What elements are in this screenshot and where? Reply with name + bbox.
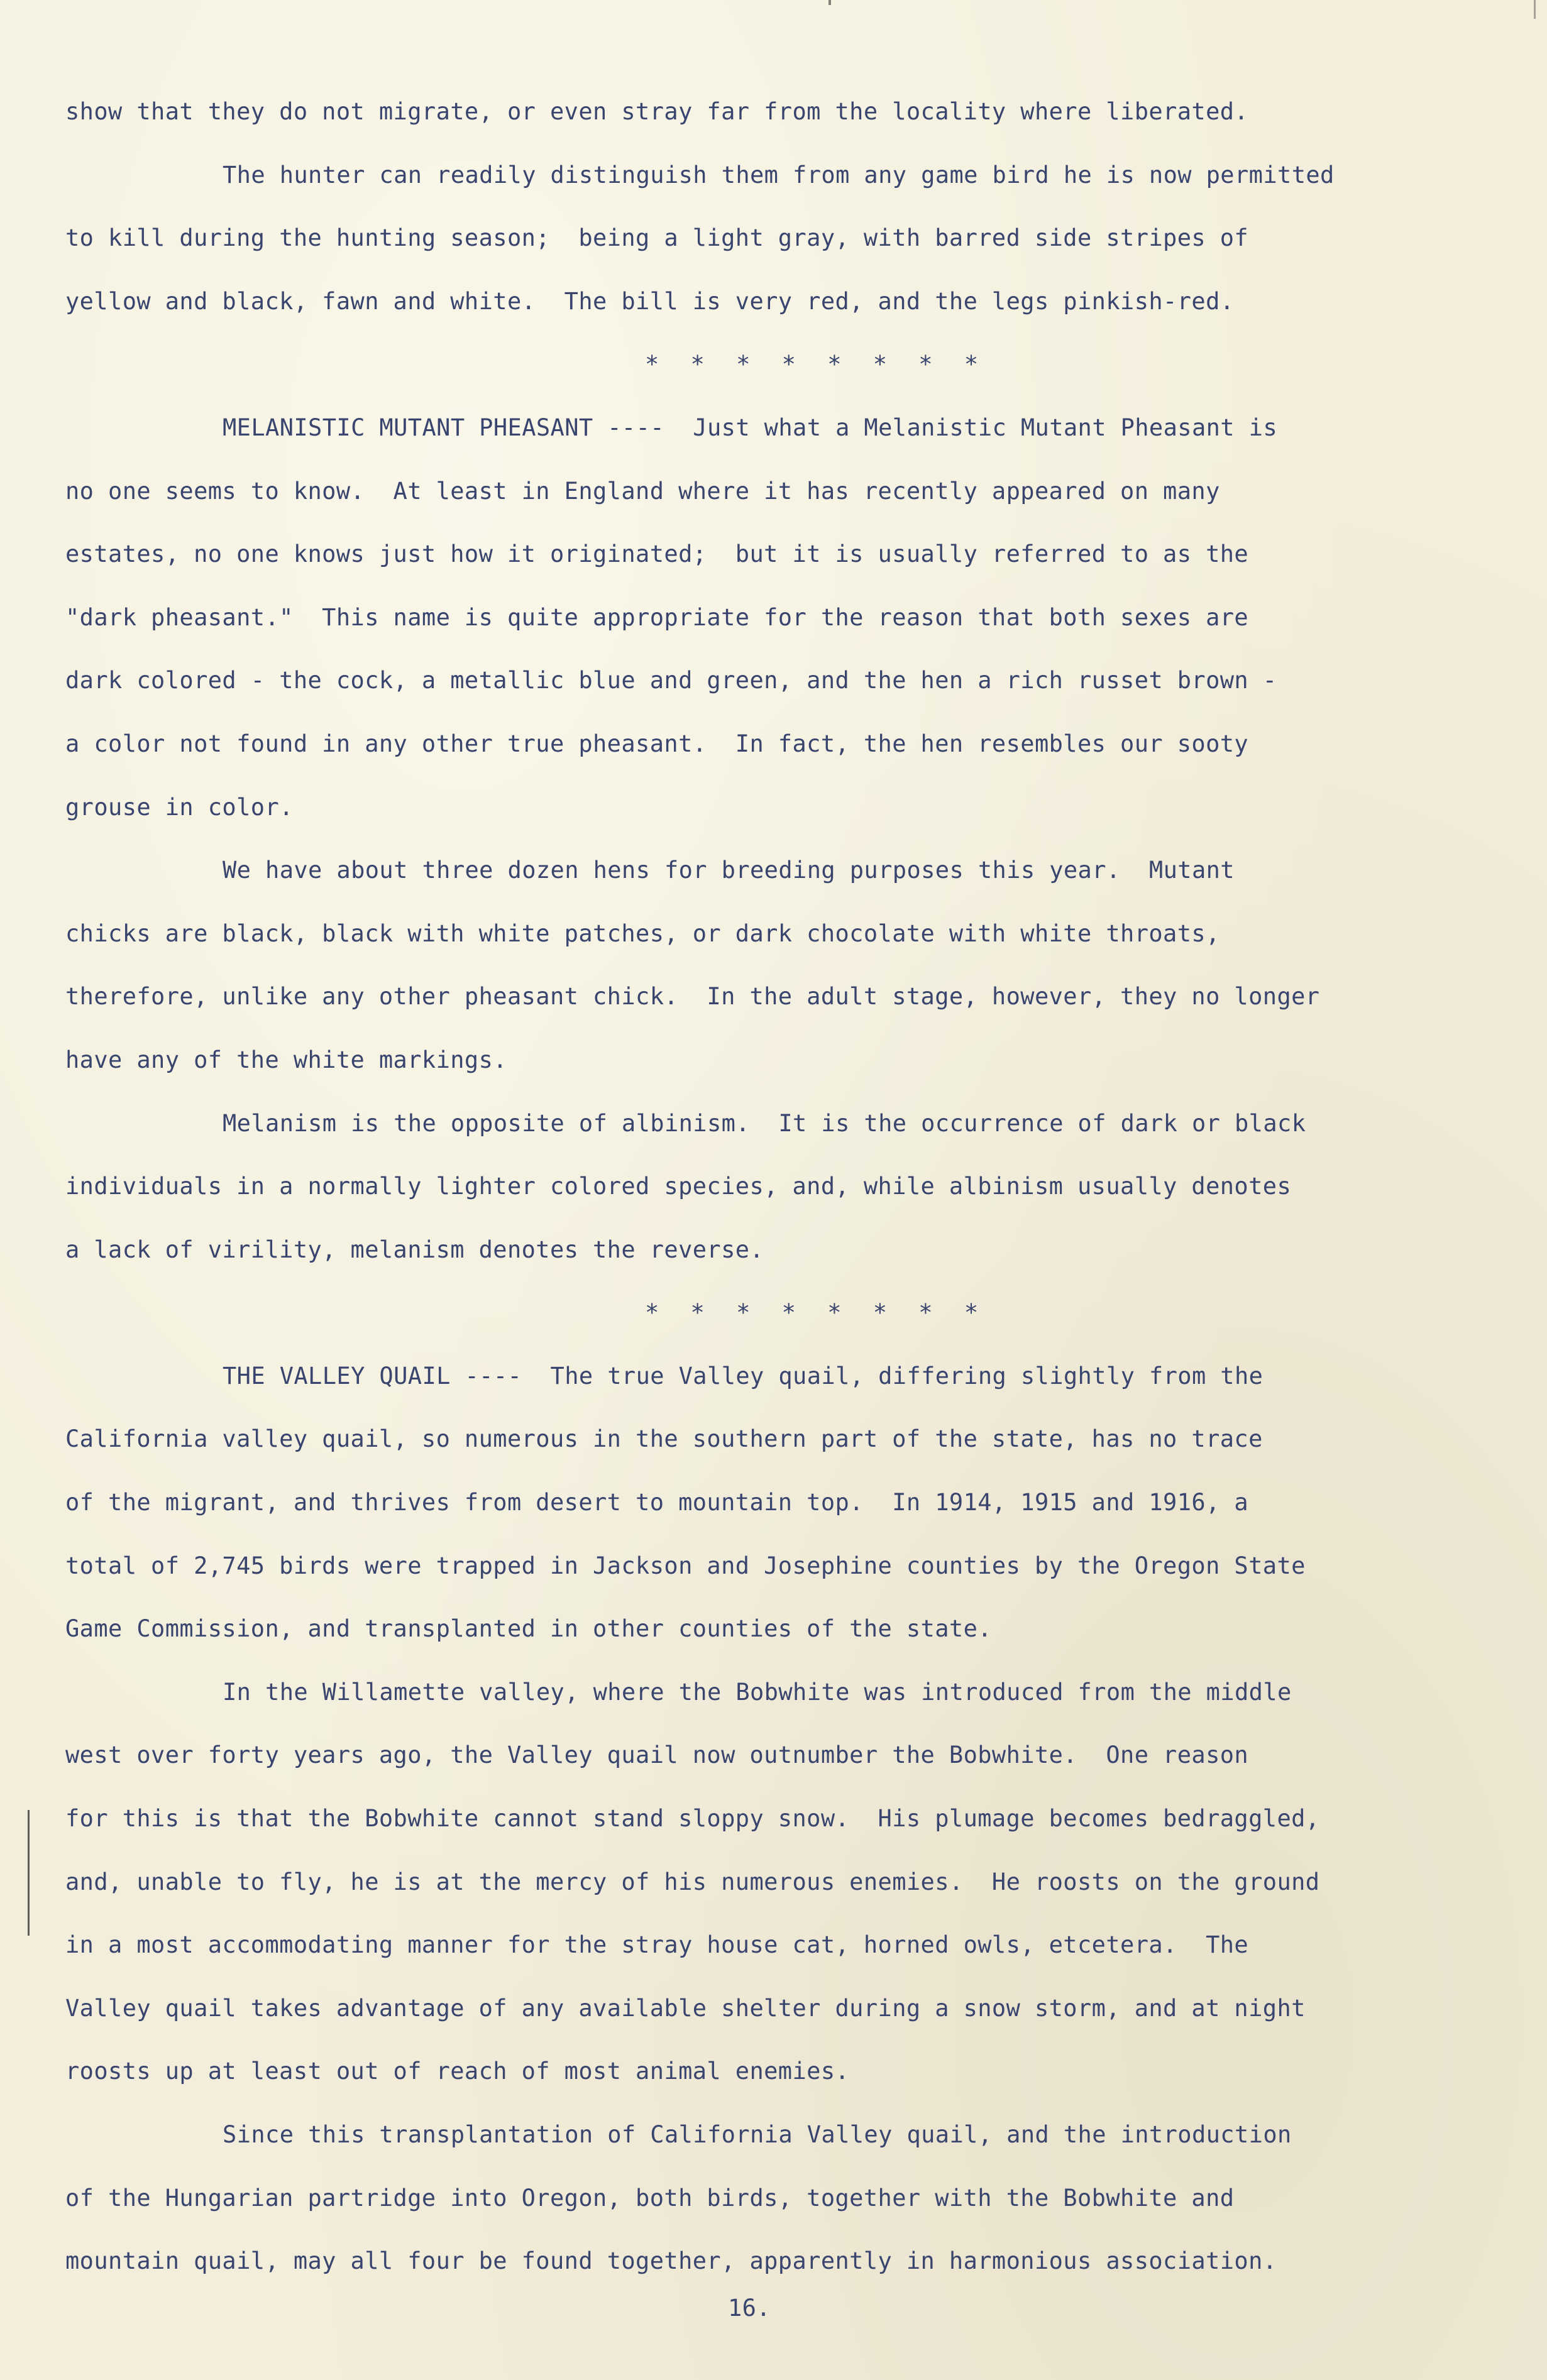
section-separator: * * * * * * * * [645,351,988,378]
text-line: "dark pheasant." This name is quite appropriate for the reason that both sexes are [65,603,1249,631]
text-line: to kill during the hunting season; being a light gray, with barred side stripes of [65,224,1249,252]
text-line: of the Hungarian partridge into Oregon, both birds, together with the Bobwhite and [65,2184,1235,2212]
text-line: In the Willamette valley, where the Bobwhite was introduced from the middle [223,1678,1292,1706]
text-line: We have about three dozen hens for breeding purposes this year. Mutant [223,857,1235,884]
text-line: show that they do not migrate, or even stray far from the locality where liberated. [65,98,1249,125]
text-line: no one seems to know. At least in England where it has recently appeared on many [65,477,1220,505]
text-line: Since this transplantation of California Valley quail, and the introduction [223,2121,1292,2148]
text-line: individuals in a normally lighter colored species, and, while albinism usually denotes [65,1173,1292,1200]
text-line: for this is that the Bobwhite cannot stand sloppy snow. His plumage becomes bedraggled, [65,1805,1320,1833]
section-separator: * * * * * * * * [645,1299,988,1327]
section-heading-pheasant: MELANISTIC MUTANT PHEASANT ---- Just what a Melanistic Mutant Pheasant is [223,414,1278,441]
edge-ink-mark-right [1534,0,1536,19]
text-line: chicks are black, black with white patches, or dark chocolate with white throats, [65,919,1220,947]
text-line: The hunter can readily distinguish them from any game bird he is now permitted [223,161,1335,189]
text-line: therefore, unlike any other pheasant chick. In the adult stage, however, they no longer [65,983,1320,1011]
text-line: west over forty years ago, the Valley quail now outnumber the Bobwhite. One reason [65,1741,1249,1769]
text-line: Game Commission, and transplanted in other counties of the state. [65,1615,992,1643]
text-line: dark colored - the cock, a metallic blue and green, and the hen a rich russet brown - [65,667,1277,694]
text-line: Melanism is the opposite of albinism. It is the occurrence of dark or black [223,1109,1306,1137]
text-line: yellow and black, fawn and white. The bill is very red, and the legs pinkish-red. [65,287,1235,315]
text-line: total of 2,745 birds were trapped in Jackson and Josephine counties by the Oregon State [65,1552,1306,1579]
text-line: estates, no one knows just how it originated; but it is usually referred to as the [65,540,1249,568]
edge-ink-mark [829,0,831,5]
text-line: mountain quail, may all four be found together, apparently in harmonious association. [65,2247,1277,2275]
page-number: 16. [728,2294,771,2322]
text-line: California valley quail, so numerous in the southern part of the state, has no trace [65,1425,1263,1453]
text-line: of the migrant, and thrives from desert to mountain top. In 1914, 1915 and 1916, a [65,1489,1249,1516]
text-line: in a most accommodating manner for the stray house cat, horned owls, etcetera. The [65,1931,1249,1959]
text-line: Valley quail takes advantage of any available shelter during a snow storm, and at night [65,1994,1306,2022]
text-line: grouse in color. [65,793,294,821]
margin-pencil-mark [28,1810,30,1936]
text-line: roosts up at least out of reach of most animal enemies. [65,2058,850,2085]
section-heading-valley-quail: THE VALLEY QUAIL ---- The true Valley quail, differing slightly from the [223,1362,1263,1390]
text-line: have any of the white markings. [65,1046,507,1073]
body-text [65,80,1473,2340]
text-line: a lack of virility, melanism denotes the reverse. [65,1236,764,1263]
text-line: a color not found in any other true pheasant. In fact, the hen resembles our sooty [65,730,1249,757]
text-line: and, unable to fly, he is at the mercy of his numerous enemies. He roosts on the ground [65,1868,1320,1895]
